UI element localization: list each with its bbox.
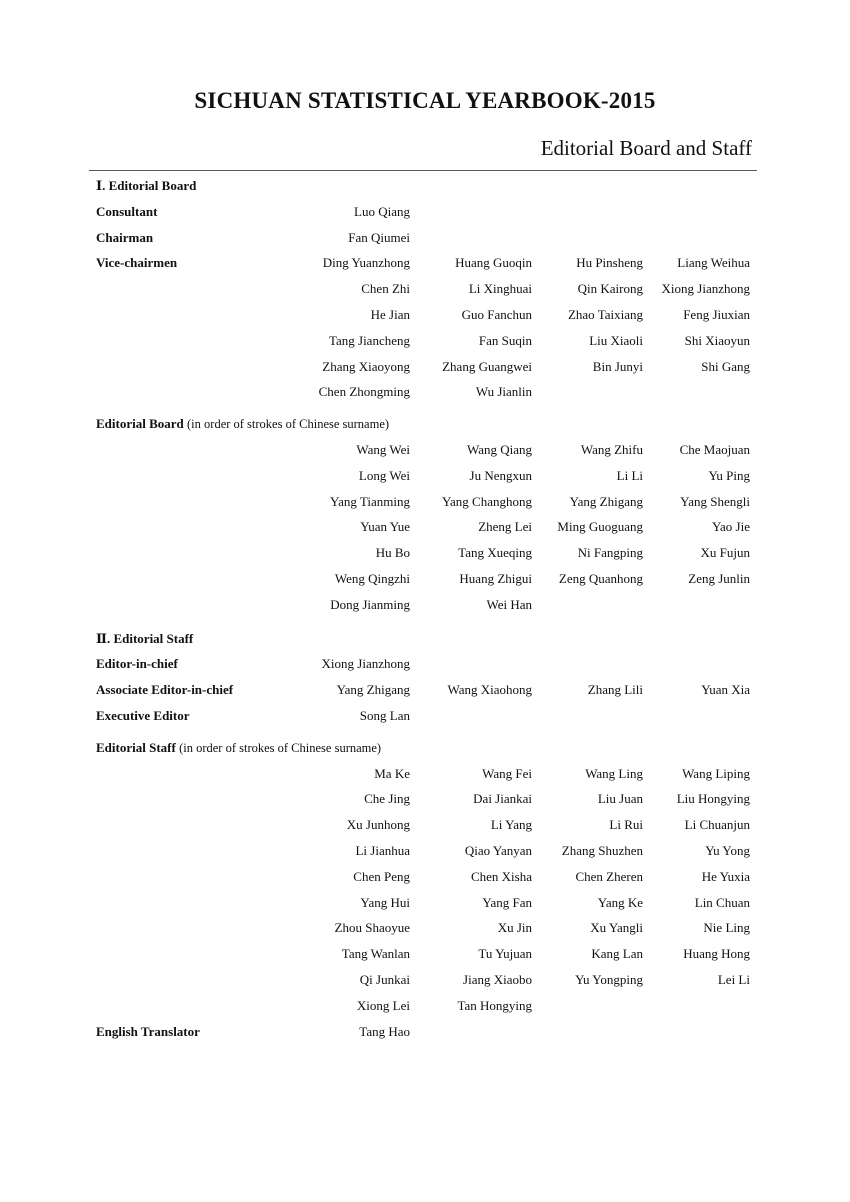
member-name: Wang Qiang bbox=[466, 442, 532, 457]
member-name: Chen Xisha bbox=[470, 868, 532, 884]
member-name: Hu Pinsheng bbox=[576, 255, 643, 271]
listing-row bbox=[0, 543, 850, 563]
member-name: Zeng Junlin bbox=[688, 571, 750, 586]
member-name: Yang Zhigang bbox=[569, 493, 643, 509]
member-name: Xu Fujun bbox=[700, 545, 750, 561]
listing-row bbox=[0, 918, 850, 938]
member-name: Wang Xiaohong bbox=[447, 682, 532, 698]
member-name: Xu Jin bbox=[497, 920, 532, 936]
member-name: Yang Hui bbox=[360, 894, 410, 910]
page-subtitle: Editorial Board and Staff bbox=[540, 136, 752, 160]
member-name: Wu Jianlin bbox=[475, 384, 532, 400]
member-name: Long Wei bbox=[358, 467, 410, 483]
listing-row bbox=[0, 867, 850, 887]
member-name: Shi Gang bbox=[701, 358, 750, 374]
member-name: Zeng Quanhong bbox=[558, 571, 643, 586]
member-name: Liu Hongying bbox=[676, 791, 750, 807]
member-name: Chen Zhi bbox=[361, 281, 410, 297]
member-name: Yang Tianming bbox=[330, 493, 410, 509]
listing-row bbox=[0, 569, 850, 589]
member-name: Che Jing bbox=[364, 791, 410, 807]
listing-row bbox=[0, 357, 850, 377]
member-name: Luo Qiang bbox=[354, 203, 410, 219]
member-name: Hu Bo bbox=[375, 545, 410, 561]
member-name: Zhang Guangwei bbox=[442, 358, 532, 374]
member-name: Xiong Jianzhong bbox=[321, 656, 410, 672]
member-name: Qiao Yanyan bbox=[464, 843, 532, 858]
member-name: Wang Wei bbox=[356, 442, 410, 457]
member-name: Wang Zhifu bbox=[580, 442, 643, 457]
member-name: Tang Hao bbox=[359, 1023, 410, 1039]
group-header bbox=[96, 738, 381, 758]
member-name: Qi Junkai bbox=[359, 972, 410, 987]
member-name: Nie Ling bbox=[703, 920, 750, 936]
member-name: Tang Jiancheng bbox=[328, 332, 410, 348]
listing-row bbox=[0, 595, 850, 615]
member-name: Yang Fan bbox=[482, 894, 532, 910]
member-name: Ni Fangping bbox=[577, 545, 643, 561]
role-label: Executive Editor bbox=[96, 708, 190, 723]
member-name: Wang Liping bbox=[682, 765, 750, 781]
member-name: Yu Yong bbox=[705, 843, 750, 858]
group-header-title: Editorial Board bbox=[96, 416, 184, 432]
member-name: Huang Zhigui bbox=[459, 571, 532, 586]
member-name: Yao Jie bbox=[711, 519, 750, 535]
section-heading: Ⅰ. Editorial Board bbox=[96, 178, 197, 193]
member-name: Huang Hong bbox=[683, 946, 750, 962]
member-name: Chen Peng bbox=[353, 868, 410, 884]
member-name: Ma Ke bbox=[374, 765, 410, 781]
listing-row bbox=[0, 228, 850, 248]
listing-row bbox=[0, 492, 850, 512]
member-name: Qin Kairong bbox=[577, 281, 643, 297]
member-name: Li Li bbox=[616, 467, 643, 483]
role-label: Associate Editor-in-chief bbox=[96, 682, 234, 698]
member-name: Shi Xiaoyun bbox=[684, 332, 750, 348]
member-name: Tang Xueqing bbox=[458, 545, 532, 561]
member-name: Chen Zhongming bbox=[318, 384, 410, 400]
member-name: He Yuxia bbox=[701, 868, 750, 884]
member-name: Zhou Shaoyue bbox=[334, 920, 410, 936]
role-label: Vice-chairmen bbox=[96, 255, 178, 271]
member-name: Ding Yuanzhong bbox=[322, 255, 410, 271]
role-label: Chairman bbox=[96, 229, 154, 245]
member-name: Yang Ke bbox=[597, 894, 643, 910]
member-name: Li Rui bbox=[609, 817, 643, 833]
role-label: Consultant bbox=[96, 203, 158, 219]
member-name: Chen Zheren bbox=[575, 868, 643, 884]
listing-row bbox=[0, 706, 850, 726]
listing-row bbox=[0, 996, 850, 1016]
member-name: Huang Guoqin bbox=[455, 255, 532, 271]
listing-row bbox=[0, 815, 850, 835]
member-name: Li Yang bbox=[490, 817, 532, 833]
listing-row bbox=[0, 789, 850, 809]
listing-row bbox=[0, 176, 850, 196]
member-name: Yang Changhong bbox=[441, 493, 532, 509]
listing-row bbox=[0, 253, 850, 273]
member-name: Dong Jianming bbox=[330, 596, 410, 612]
member-name: Yang Shengli bbox=[680, 493, 750, 509]
member-name: Fan Qiumei bbox=[348, 229, 410, 245]
member-name: Liu Xiaoli bbox=[589, 332, 643, 348]
listing-row bbox=[0, 944, 850, 964]
member-name: Jiang Xiaobo bbox=[463, 972, 532, 987]
member-name: Yuan Xia bbox=[701, 682, 750, 698]
section-heading: Ⅱ. Editorial Staff bbox=[96, 630, 194, 646]
member-name: Zhang Shuzhen bbox=[561, 843, 643, 858]
member-name: Song Lan bbox=[359, 708, 410, 723]
listing-row bbox=[0, 202, 850, 222]
member-name: Li Jianhua bbox=[355, 843, 410, 858]
member-name: Che Maojuan bbox=[679, 442, 750, 457]
member-name: Xu Junhong bbox=[346, 817, 410, 833]
member-name: Yang Zhigang bbox=[336, 682, 410, 698]
member-name: Li Chuanjun bbox=[684, 817, 750, 833]
member-name: Guo Fanchun bbox=[461, 307, 532, 322]
member-name: Yuan Yue bbox=[360, 519, 410, 535]
listing-row bbox=[0, 738, 850, 758]
group-header-title: Editorial Staff bbox=[96, 739, 176, 755]
member-name: Weng Qingzhi bbox=[334, 571, 410, 586]
listing-row bbox=[0, 1022, 850, 1042]
group-header-note: (in order of strokes of Chinese surname) bbox=[179, 740, 382, 755]
listing-row bbox=[0, 893, 850, 913]
listing-row bbox=[0, 764, 850, 784]
group-header bbox=[96, 414, 389, 434]
member-name: Tang Wanlan bbox=[341, 946, 410, 962]
member-name: Ming Guoguang bbox=[557, 519, 643, 535]
group-header-note: (in order of strokes of Chinese surname) bbox=[187, 417, 390, 432]
listing-row bbox=[0, 466, 850, 486]
member-name: Liang Weihua bbox=[677, 255, 750, 271]
listing-row bbox=[0, 841, 850, 861]
role-label: English Translator bbox=[96, 1023, 200, 1039]
member-name: Yu Yongping bbox=[575, 972, 643, 987]
listing-row bbox=[0, 970, 850, 990]
member-name: Ju Nengxun bbox=[469, 467, 532, 483]
listing-row bbox=[0, 279, 850, 299]
member-name: Yu Ping bbox=[708, 467, 750, 483]
listing-row bbox=[0, 629, 850, 649]
member-name: Wang Fei bbox=[482, 765, 532, 781]
member-name: Tan Hongying bbox=[457, 997, 532, 1013]
listing-row bbox=[0, 517, 850, 537]
member-name: Feng Jiuxian bbox=[683, 307, 750, 322]
listing-row bbox=[0, 414, 850, 434]
member-name: Tu Yujuan bbox=[478, 946, 532, 962]
member-name: Xiong Jianzhong bbox=[661, 281, 750, 297]
member-name: Li Xinghuai bbox=[468, 281, 532, 297]
member-name: Wei Han bbox=[486, 596, 532, 612]
listing-row bbox=[0, 305, 850, 325]
listing-row bbox=[0, 382, 850, 402]
listing-row bbox=[0, 440, 850, 460]
member-name: Liu Juan bbox=[597, 791, 643, 807]
member-name: Xu Yangli bbox=[590, 920, 643, 936]
member-name: Wang Ling bbox=[585, 765, 643, 781]
listing-row bbox=[0, 331, 850, 351]
member-name: Lin Chuan bbox=[694, 894, 750, 910]
member-name: Zhao Taixiang bbox=[567, 307, 643, 322]
member-name: Xiong Lei bbox=[356, 997, 410, 1013]
member-name: He Jian bbox=[370, 307, 410, 322]
member-name: Zheng Lei bbox=[478, 519, 532, 535]
member-name: Zhang Xiaoyong bbox=[322, 358, 410, 374]
role-label: Editor-in-chief bbox=[96, 656, 178, 672]
member-name: Zhang Lili bbox=[587, 682, 643, 698]
member-name: Dai Jiankai bbox=[473, 791, 532, 807]
member-name: Lei Li bbox=[717, 972, 750, 987]
listing-row bbox=[0, 680, 850, 700]
listing-row bbox=[0, 654, 850, 674]
member-name: Kang Lan bbox=[591, 946, 643, 962]
member-name: Bin Junyi bbox=[592, 358, 643, 374]
page-title: SICHUAN STATISTICAL YEARBOOK-2015 bbox=[194, 88, 656, 113]
member-name: Fan Suqin bbox=[478, 332, 532, 348]
